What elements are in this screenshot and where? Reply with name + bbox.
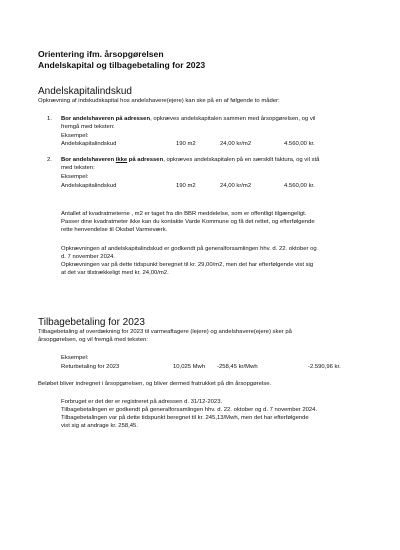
tilbage-note-line-3: Tilbagebetalingen var på dette tidspunkt beregnet til kr. 245,13/Mwh, men det har efterfølgende: [61, 415, 309, 421]
list-item-1-rest: , opkræves andelskapitalen sammen med årsopgørelsen, og vil: [150, 116, 316, 122]
tilbage-note-line-2: Tilbagebetalingen er godkendt på generalforsamlingen hhv. d. 22. oktober og d. 7 november 2024.: [61, 407, 318, 413]
title-line-1: Orientering ifm. årsopgørelsen: [38, 49, 164, 59]
example-3-rate: -258,45 kr/Mwh: [217, 364, 258, 370]
example-label-1: Eksempel:: [61, 133, 89, 139]
list-number-2: 2.: [47, 157, 52, 163]
example-1-description: Andelskapitalindskud: [61, 141, 117, 147]
example-1-area: 190 m2: [176, 141, 196, 147]
list-item-2-rest: , opkræves andelskapitalen på en særskilt faktura, og vil stå: [163, 157, 320, 163]
tilbage-note-line-4: vist sig at andrage kr. 258,45.: [61, 423, 138, 429]
list-item-1-line-2: fremgå med teksten:: [61, 124, 115, 130]
example-3-description: Returbetaling for 2023: [61, 364, 120, 370]
note-1-line-2: Passer dine kvadratmeter ikke kan du kontakte Varde Kommune og få det rettet, og efterfølgende: [61, 219, 315, 225]
example-1-amount: 4.560,00 kr.: [284, 141, 315, 147]
example-2-area: 190 m2: [176, 183, 196, 189]
list-number-1: 1.: [47, 116, 52, 122]
section-heading-tilbagebetaling: Tilbagebetaling for 2023: [38, 317, 145, 328]
note-1-line-1: Antallet af kvadratmeterne , m2 er taget fra din BBR meddelelse, som er offentligt tilgængeligt.: [61, 211, 307, 217]
list-item-2-line-1: [61, 157, 319, 165]
example-2-description: Andelskapitalindskud: [61, 183, 117, 189]
tilbage-intro-line-1: Tilbagebetaling af overdækning for 2023 til varmeaftagere (lejere) og andelshavere(ejere) sker på: [38, 329, 292, 335]
list-item-2-bold-b: på adressen: [127, 157, 164, 163]
note-2-line-2: d. 7 november 2024.: [61, 254, 116, 260]
note-1-line-3: rette henvendelse til Oksbøl Varmeværk.: [61, 227, 168, 233]
note-2-line-4: at det var tilstrækkeligt med kr. 24,00/m2.: [61, 270, 169, 276]
example-label-2: Eksempel:: [61, 174, 89, 180]
title-line-2: Andelskapital og tilbagebetaling for 2023: [38, 60, 206, 70]
example-2-rate: 24,00 kr/m2: [220, 183, 252, 189]
list-item-2-line-2: med teksten:: [61, 165, 95, 171]
note-2-line-1: Opkrævningen af andelskapitalindskud er godkendt på generalforsamlingen hhv. d. 22. oktober og: [61, 246, 317, 252]
note-2-line-3: Opkrævningen var på dette tidspunkt beregnet til kr. 29,00/m2, men det har efterfølgende vist sig: [61, 262, 314, 268]
andel-intro: Opkrævning af indskudskapital hos andelshavere(ejere) kan ske på en af følgende to måder:: [38, 98, 280, 104]
list-item-2-bold-underlined: ikke: [115, 157, 128, 163]
example-2-amount: 4.560,00 kr.: [284, 183, 315, 189]
example-label-3: Eksempel:: [61, 355, 89, 361]
list-item-1-bold: Bor andelshaveren på adressen: [61, 116, 151, 122]
tilbage-note-line-1: Forbruget er det der er registreret på adressen d. 31/12-2023.: [61, 399, 223, 405]
example-1-rate: 24,00 kr/m2: [220, 141, 252, 147]
section-heading-andelskapital: Andelskapitalindskud: [38, 86, 132, 97]
list-item-1-line-1: [61, 116, 315, 124]
example-3-amount: -2.590,96 kr.: [308, 364, 341, 370]
list-item-2-bold-a: Bor andelshaveren: [61, 157, 116, 163]
example-3-consumption: 10,025 Mwh: [173, 364, 206, 370]
tilbage-intro-line-2: årsopgørelsen, og vil fremgå med teksten:: [38, 337, 149, 343]
tilbage-paragraph: Beløbet bliver indregnet i årsopgørelsen, og bliver dermed fratrukket på din årsopgørelse.: [38, 381, 272, 387]
